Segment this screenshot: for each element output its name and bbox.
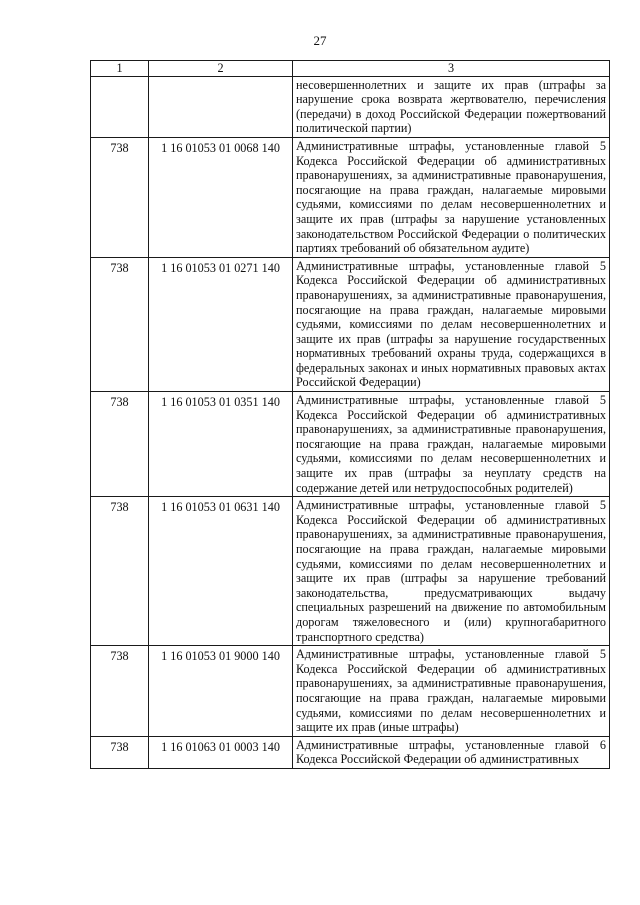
revenue-codes-table (90, 60, 610, 769)
description-text: Административные штрафы, установленные главой 5 Кодекса Российской Федерации об административных правонарушениях, за административные правонарушения, посягающие на права граждан, налагаемые мировыми судьями, комиссиями по делам несовершеннолетних и защите их прав (иные штрафы) (296, 647, 606, 735)
budget-code-cell: 1 16 01053 01 0271 140 (149, 257, 293, 391)
table-row (91, 646, 610, 737)
admin-code-cell: 738 (91, 137, 149, 257)
table-header-row (91, 61, 610, 77)
budget-code-cell: 1 16 01053 01 0631 140 (149, 497, 293, 646)
description-cell (293, 736, 610, 768)
description-text: Административные штрафы, установленные главой 5 Кодекса Российской Федерации об административных правонарушениях, за административные правонарушения, посягающие на права граждан, налагаемые мировыми судьями, комиссиями по делам несовершеннолетних и защите их прав (штрафы за нарушение государственных нормативных требований охраны труда, содержащихся в федеральных законах и иных нормативных правовых актах Российской Федерации) (296, 258, 606, 390)
table-row (91, 497, 610, 646)
description-cell (293, 497, 610, 646)
description-cell (293, 257, 610, 391)
admin-code-cell: 738 (91, 646, 149, 737)
table-row (91, 736, 610, 768)
admin-code-cell (91, 76, 149, 137)
column-header-1: 1 (91, 61, 149, 77)
description-text: Административные штрафы, установленные главой 5 Кодекса Российской Федерации об административных правонарушениях, за административные правонарушения, посягающие на права граждан, налагаемые мировыми судьями, комиссиями по делам несовершеннолетних и защите их прав (штрафы за неуплату средств на содержание детей или нетрудоспособных родителей) (296, 393, 606, 495)
admin-code-cell: 738 (91, 736, 149, 768)
description-text: несовершеннолетних и защите их прав (штрафы за нарушение срока возврата жертвователю, перечисления (передачи) в доход Российской Федерации пожертвований политической партии) (296, 77, 606, 136)
admin-code-cell: 738 (91, 392, 149, 497)
budget-code-cell: 1 16 01053 01 0068 140 (149, 137, 293, 257)
table-row (91, 257, 610, 391)
description-text: Административные штрафы, установленные главой 5 Кодекса Российской Федерации об административных правонарушениях, за административные правонарушения, посягающие на права граждан, налагаемые мировыми судьями, комиссиями по делам несовершеннолетних и защите их прав (штрафы за нарушение установленных законодательством Российской Федерации о политических партиях требований об обязательном аудите) (296, 138, 606, 256)
description-cell (293, 76, 610, 137)
column-header-2: 2 (149, 61, 293, 77)
description-text: Административные штрафы, установленные главой 6 Кодекса Российской Федерации об административных (296, 737, 606, 767)
description-cell (293, 646, 610, 737)
table-row (91, 392, 610, 497)
page-number: 27 (313, 33, 327, 48)
description-text: Административные штрафы, установленные главой 5 Кодекса Российской Федерации об административных правонарушениях, за административные правонарушения, посягающие на права граждан, налагаемые мировыми судьями, комиссиями по делам несовершеннолетних и защите их прав (штрафы за нарушение требований законодательства, предусматривающих выдачу специальных разрешений на движение по автомобильным дорогам тяжеловесного и (или) крупногабаритного транспортного средства) (296, 498, 606, 644)
admin-code-cell: 738 (91, 257, 149, 391)
description-cell (293, 137, 610, 257)
budget-code-cell: 1 16 01063 01 0003 140 (149, 736, 293, 768)
budget-code-cell (149, 76, 293, 137)
budget-code-cell: 1 16 01053 01 0351 140 (149, 392, 293, 497)
description-cell (293, 392, 610, 497)
table-row (91, 76, 610, 137)
admin-code-cell: 738 (91, 497, 149, 646)
column-header-3: 3 (293, 61, 610, 77)
budget-code-cell: 1 16 01053 01 9000 140 (149, 646, 293, 737)
table-row (91, 137, 610, 257)
